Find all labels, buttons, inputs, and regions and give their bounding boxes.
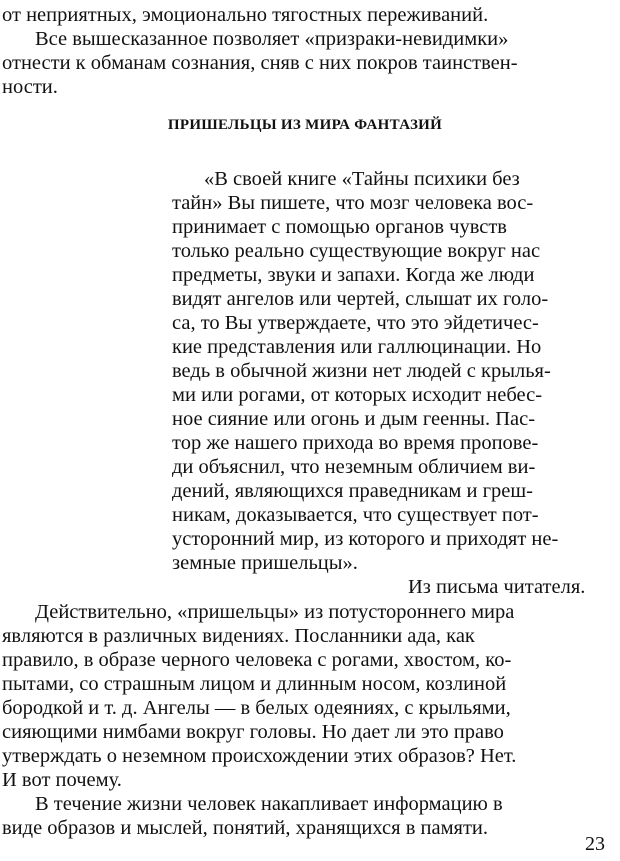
text-line: В течение жизни человек накапливает информацию в [35, 793, 503, 815]
quote-line: усторонний мир, из которого и приходят не- [172, 528, 559, 550]
quote-line: земные пришельцы». [172, 552, 358, 574]
text-line: отнести к обманам сознания, сняв с них покров таинствен- [2, 52, 518, 74]
text-line: И вот почему. [2, 769, 122, 791]
page-number: 23 [585, 833, 605, 855]
quote-line: кие представления или галлюцинации. Но [172, 336, 542, 358]
quote-line: предметы, звуки и запахи. Когда же люди [172, 264, 535, 286]
quote-line: са, то Вы утверждаете, что это эйдетичес- [172, 312, 539, 334]
quote-line: ное сияние или огонь и дым геенны. Пас- [172, 408, 536, 430]
quote-line: ди объяснил, что неземным обличием ви- [172, 456, 536, 478]
text-line: Действительно, «пришельцы» из потустороннего мира [35, 601, 515, 623]
text-line: правило, в образе черного человека с рогами, хвостом, ко- [2, 649, 512, 671]
quote-line: принимает с помощью органов чувств [172, 216, 507, 238]
section-heading: ПРИШЕЛЬЦЫ ИЗ МИРА ФАНТАЗИЙ [167, 117, 443, 133]
quote-line: видят ангелов или чертей, слышат их голо- [172, 288, 549, 310]
text-line: от неприятных, эмоционально тягостных переживаний. [2, 4, 489, 26]
quote-line: тайн» Вы пишете, что мозг человека вос- [172, 192, 534, 214]
quote-attribution: Из письма читателя. [408, 576, 586, 598]
quote-line: ведь в обычной жизни нет людей с крылья- [172, 360, 551, 382]
text-line: Все вышесказанное позволяет «призраки-невидимки» [35, 28, 509, 50]
quote-line: никам, доказывается, что существует пот- [172, 504, 539, 526]
quote-line: дений, являющихся праведникам и греш- [172, 480, 533, 502]
text-line: бородкой и т. д. Ангелы — в белых одеяниях, с крыльями, [2, 697, 511, 719]
text-line: пытами, со страшным лицом и длинным носом, козлиной [2, 673, 507, 695]
text-line: являются в различных видениях. Посланники ада, как [2, 625, 475, 647]
quote-line: тор же нашего прихода во время пропове- [172, 432, 539, 454]
text-line: сияющими нимбами вокруг головы. Но дает ли это право [2, 721, 504, 743]
text-line: виде образов и мыслей, понятий, хранящихся в памяти. [2, 817, 489, 839]
text-line: утверждать о неземном происхождении этих образов? Нет. [2, 745, 517, 767]
quote-line: только реально существующие вокруг нас [172, 240, 541, 262]
quote-line: ми или рогами, от которых исходит небес- [172, 384, 543, 406]
quote-line: «В своей книге «Тайны психики без [204, 168, 520, 190]
text-line: ности. [2, 76, 58, 98]
